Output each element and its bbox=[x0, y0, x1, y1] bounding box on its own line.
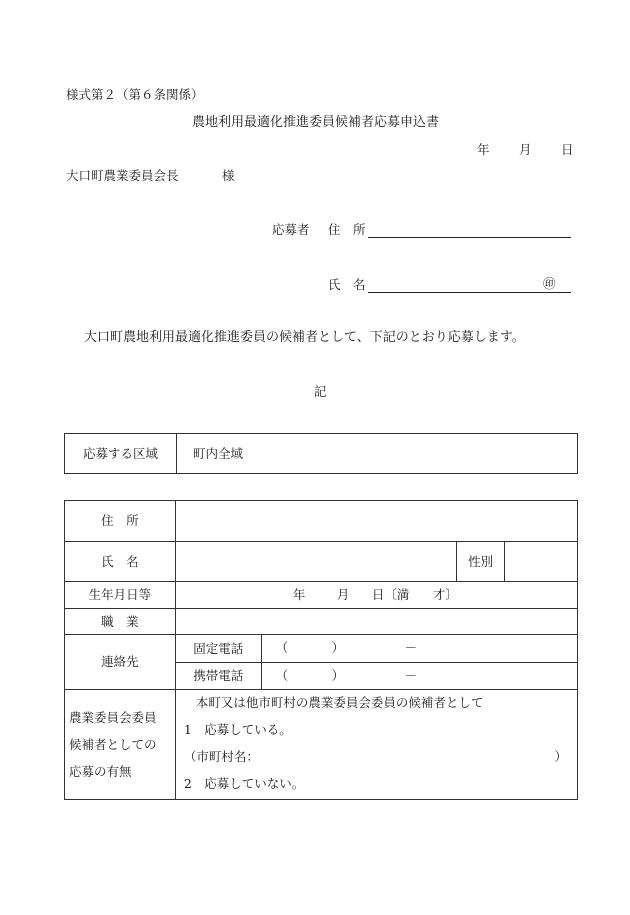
mobile-field[interactable] bbox=[261, 663, 577, 690]
landline-field[interactable] bbox=[261, 635, 577, 663]
option-applying[interactable]: 1 応募している。 bbox=[183, 722, 292, 737]
applicant-label: 応募者 bbox=[272, 222, 310, 237]
recipient: 大口町農業委員会長 bbox=[66, 168, 179, 183]
applicant-name-label: 氏 名 bbox=[328, 277, 366, 292]
option-not-applying[interactable]: 2 応募していない。 bbox=[183, 776, 305, 791]
address-field[interactable] bbox=[175, 501, 577, 542]
city-open-label: （市町村名： bbox=[183, 749, 259, 764]
birth-field[interactable] bbox=[175, 582, 577, 609]
recipient-honorific: 様 bbox=[222, 168, 235, 183]
birth-month: 月 bbox=[336, 587, 350, 602]
landline-dash: － bbox=[404, 640, 418, 655]
date-year: 年 bbox=[477, 142, 490, 157]
address-label: 住 所 bbox=[65, 501, 176, 542]
committee-label-line-3: 応募の有無 bbox=[69, 764, 132, 779]
mobile-label: 携帯電話 bbox=[175, 663, 261, 690]
contact-label: 連絡先 bbox=[65, 635, 176, 690]
area-table bbox=[64, 433, 578, 474]
document-title: 農地利用最適化推進委員候補者応募申込書 bbox=[192, 115, 440, 130]
seal-mark: ㊞ bbox=[543, 276, 556, 291]
landline-close-paren: ） bbox=[331, 640, 345, 655]
application-statement: 大口町農地利用最適化推進委員の候補者として、下記のとおり応募します。 bbox=[84, 330, 525, 345]
city-name-line[interactable] bbox=[176, 743, 577, 770]
committee-label bbox=[65, 690, 176, 800]
birth-label: 生年月日等 bbox=[65, 582, 176, 609]
birth-year: 年 bbox=[292, 587, 306, 602]
birth-age: 才〕 bbox=[432, 587, 458, 602]
landline-label: 固定電話 bbox=[175, 635, 261, 663]
ki-heading: 記 bbox=[314, 384, 327, 399]
area-label: 応募する区域 bbox=[65, 434, 177, 474]
committee-answer bbox=[175, 690, 577, 800]
city-close-paren: ） bbox=[554, 749, 567, 764]
birth-day: 日〔満 bbox=[371, 587, 410, 602]
landline-open-paren: （ bbox=[275, 640, 289, 655]
form-number: 様式第２（第６条関係） bbox=[66, 87, 204, 102]
occupation-label: 職 業 bbox=[65, 609, 176, 635]
committee-label-line-2: 候補者としての bbox=[69, 737, 157, 752]
date-day: 日 bbox=[561, 142, 574, 157]
committee-intro: 本町又は他市町村の農業委員会委員の候補者として bbox=[195, 695, 484, 710]
committee-label-line-1: 農業委員会委員 bbox=[69, 710, 157, 725]
mobile-dash: － bbox=[404, 668, 418, 683]
occupation-field[interactable] bbox=[175, 609, 577, 635]
details-table bbox=[64, 500, 578, 800]
mobile-open-paren: （ bbox=[275, 668, 289, 683]
gender-label: 性別 bbox=[457, 542, 505, 582]
area-value: 町内全域 bbox=[177, 434, 578, 474]
mobile-close-paren: ） bbox=[331, 668, 345, 683]
gender-field[interactable] bbox=[505, 542, 578, 582]
applicant-address-field[interactable] bbox=[368, 222, 571, 238]
applicant-name-field[interactable] bbox=[368, 277, 571, 293]
name-field[interactable] bbox=[175, 542, 456, 582]
applicant-address-label: 住 所 bbox=[328, 222, 366, 237]
name-label: 氏 名 bbox=[65, 542, 176, 582]
date-month: 月 bbox=[519, 142, 532, 157]
